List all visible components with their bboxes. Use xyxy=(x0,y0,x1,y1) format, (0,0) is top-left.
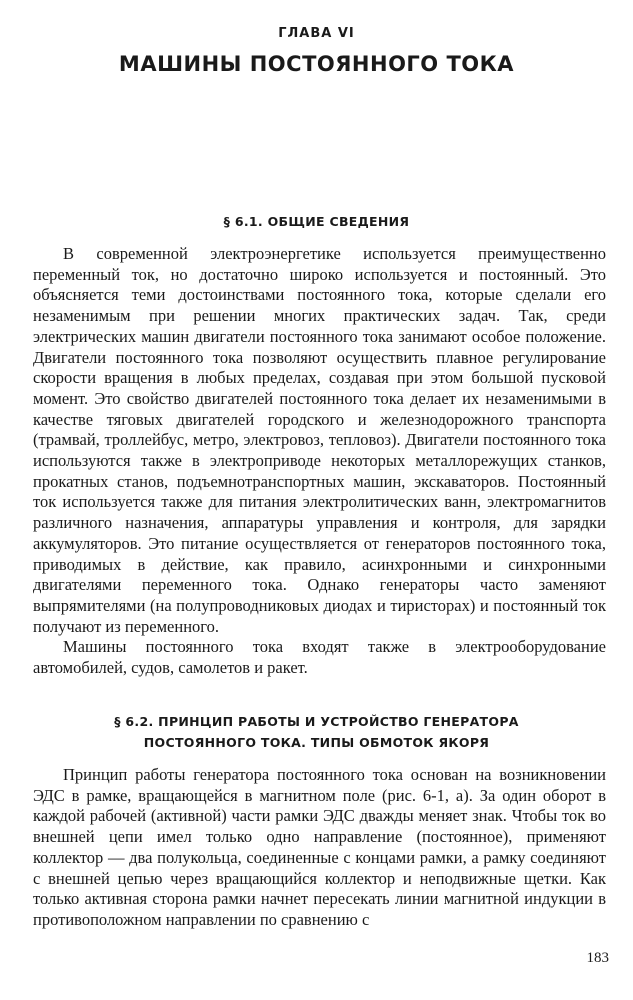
section-heading-line: ПОСТОЯННОГО ТОКА. ТИПЫ ОБМОТОК ЯКОРЯ xyxy=(143,735,490,750)
section-heading-6-2 xyxy=(0,711,633,753)
chapter-title: МАШИНЫ ПОСТОЯННОГО ТОКА xyxy=(118,52,515,76)
chapter-label: ГЛАВА VI xyxy=(278,26,355,41)
page-number: 183 xyxy=(586,950,609,966)
paragraph: Машины постоянного тока входят также в электрооборудование автомобилей, судов, самолетов и ракет. xyxy=(33,637,606,678)
paragraph: Принцип работы генератора постоянного тока основан на возникновении ЭДС в рамке, вращающейся в магнитном поле (рис. 6-1, а). За один оборот в каждой рабочей (активной) части рамки ЭДС дважды меняет знак. Чтобы ток во внешней цепи имел только одно направление (постоянное), применяют коллектор — два полукольца, соединенные с концами рамки, а рамку соединяют с внешней цепью через вращающийся коллектор и неподвижные щетки. Как только активная сторона рамки начнет пересекать линии магнитной индукции в противоположном направлении по сравнению с xyxy=(33,765,606,929)
section-6-2-body xyxy=(33,765,606,931)
section-heading-6-1: § 6.1. ОБЩИЕ СВЕДЕНИЯ xyxy=(223,214,410,229)
paragraph: В современной электроэнергетике используется преимущественно переменный ток, но достаточно широко используется и постоянный. Это объясняется теми достоинствами постоянного тока, которые сделали его незаменимым при решении многих практических задач. Так, среди электрических машин двигатели постоянного тока занимают особое положение. Двигатели постоянного тока позволяют осуществить плавное регулирование скорости вращения в любых пределах, создавая при этом большой пусковой момент. Это свойство двигателей постоянного тока делает их незаменимыми в качестве тяговых двигателей городского и железнодорожного транспорта (трамвай, троллейбус, метро, электровоз, тепловоз). Двигатели постоянного тока используются также в электроприводе некоторых металлорежущих станков, прокатных станов, подъемнотранспортных машин, экскаваторов. Постоянный ток используется также для питания электролитических ванн, электромагнитов различного назначения, аппаратуры управления и контроля, для зарядки аккумуляторов. Это питание осуществляется от генераторов постоянного тока, приводимых в действие, как правило, асинхронными и синхронными двигателями переменного тока. Однако генераторы часто заменяют выпрямителями (на полупроводниковых диодах и тиристорах) и постоянный ток получают из переменного. xyxy=(33,244,606,636)
section-heading-line: § 6.2. ПРИНЦИП РАБОТЫ И УСТРОЙСТВО ГЕНЕРАТОРА xyxy=(114,714,519,729)
section-6-1-body xyxy=(33,244,606,679)
